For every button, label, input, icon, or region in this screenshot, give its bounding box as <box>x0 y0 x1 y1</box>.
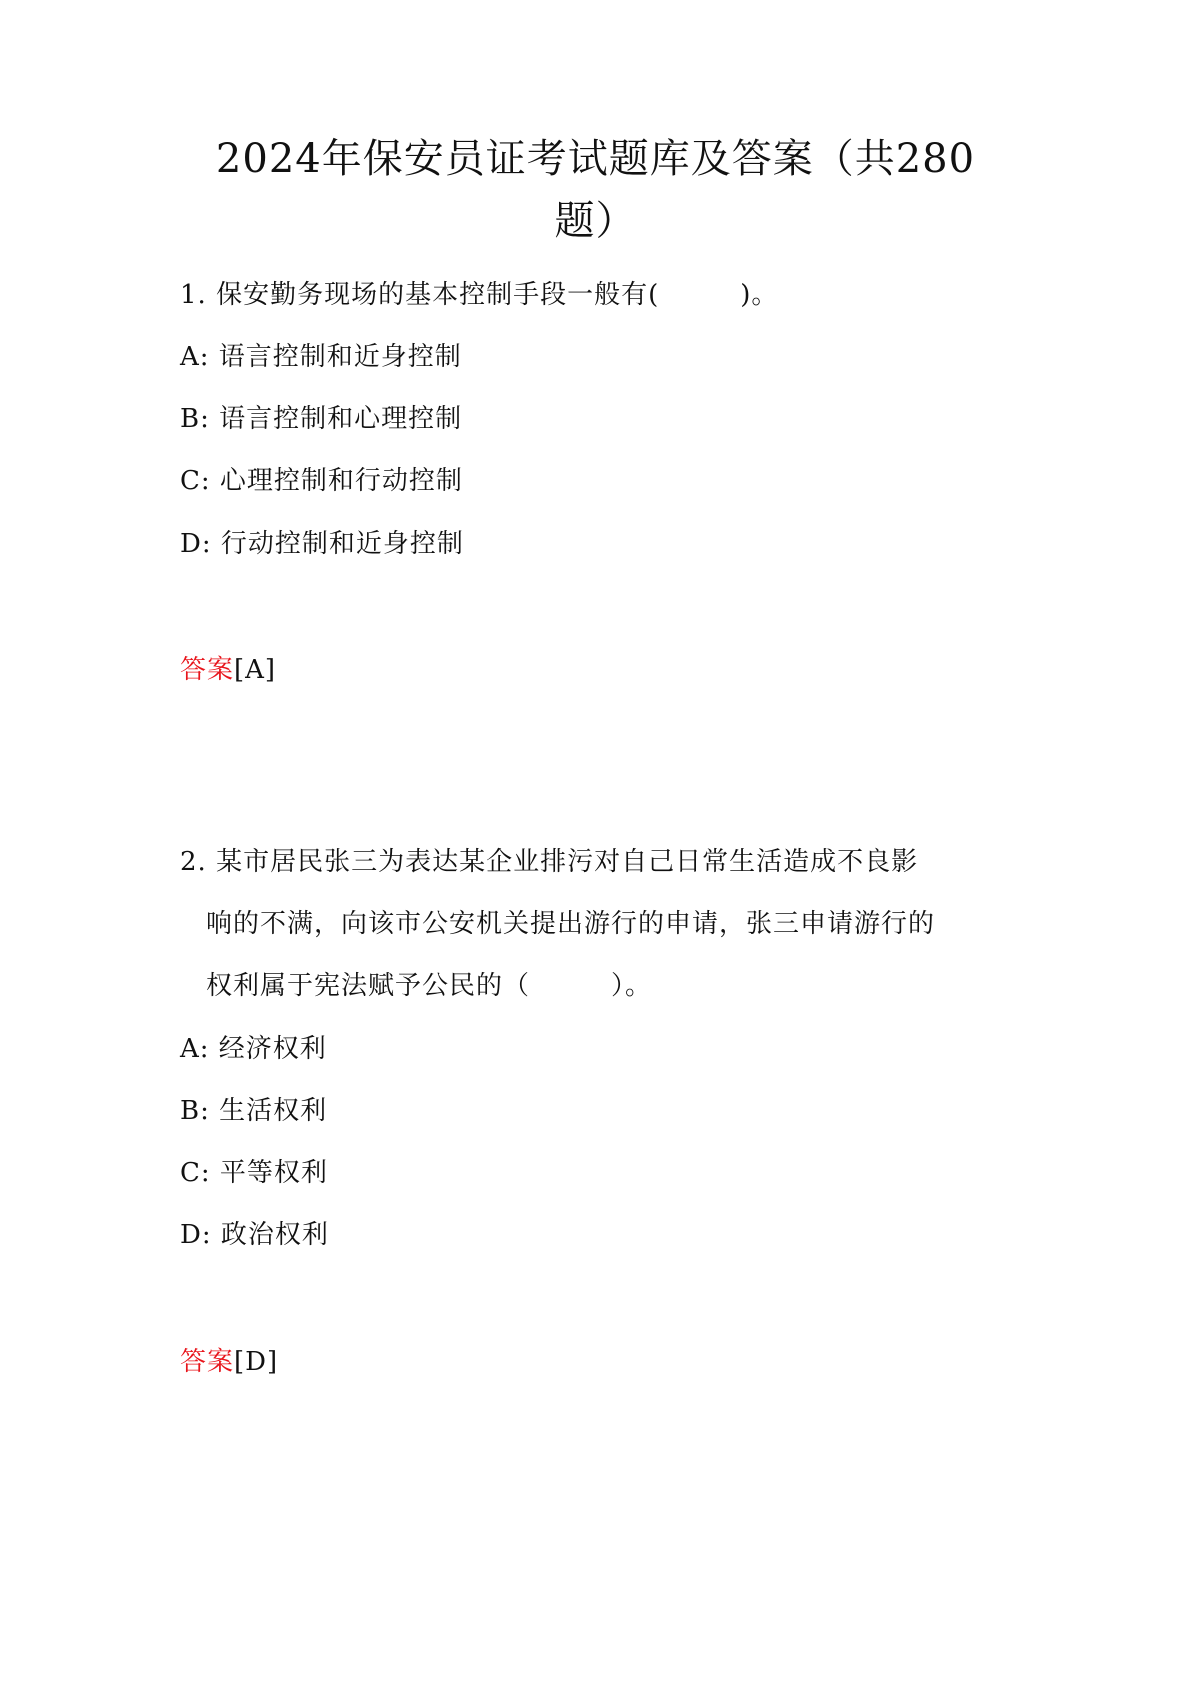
title-line-1: 2024年保安员证考试题库及答案（共280 <box>215 136 976 182</box>
question-2-option-b: B: 生活权利 <box>180 1096 328 1126</box>
question-1-option-b: B: 语言控制和心理控制 <box>180 404 463 434</box>
answer-label: 答案 <box>180 655 235 685</box>
question-1-answer <box>180 653 276 687</box>
question-2-stem-line-1: 2. 某市居民张三为表达某企业排污对自己日常生活造成不良影 <box>180 847 919 877</box>
title-line-2: 题） <box>554 198 637 244</box>
answer-value: [D] <box>234 1347 279 1377</box>
question-2-stem-line-2: 响的不满，向该市公安机关提出游行的申请，张三申请游行的 <box>206 909 936 939</box>
question-1-option-d: D: 行动控制和近身控制 <box>180 529 464 559</box>
question-2-option-c: C: 平等权利 <box>180 1158 328 1188</box>
question-2-stem-line-3: 权利属于宪法赋予公民的（ ）。 <box>206 971 653 1001</box>
question-2-option-d: D: 政治权利 <box>180 1220 329 1250</box>
question-1-option-c: C: 心理控制和行动控制 <box>180 466 463 496</box>
answer-value: [A] <box>234 655 277 685</box>
question-1-stem: 1. 保安勤务现场的基本控制手段一般有( )。 <box>180 280 779 310</box>
answer-label: 答案 <box>180 1347 235 1377</box>
document-title <box>150 128 1041 252</box>
question-2-answer <box>180 1345 278 1379</box>
question-2-option-a: A: 经济权利 <box>180 1034 327 1064</box>
question-1-option-a: A: 语言控制和近身控制 <box>180 342 462 372</box>
